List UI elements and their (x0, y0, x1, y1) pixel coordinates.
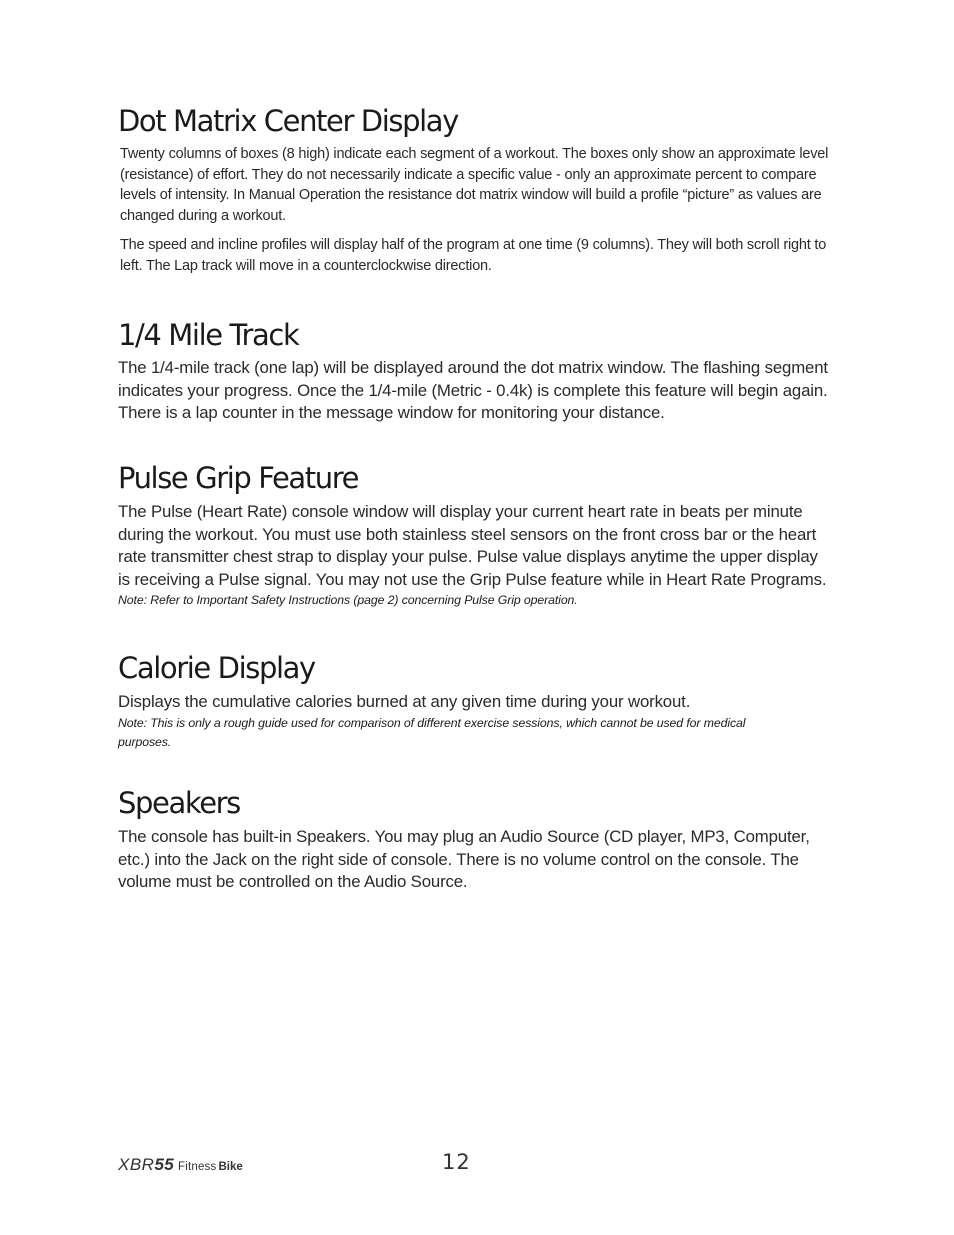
brand-fitness: Fitness (177, 1161, 217, 1173)
product-brand-logo (118, 1155, 243, 1175)
note-pulse-grip: Note: Refer to Important Safety Instructions (page 2) concerning Pulse Grip operation. (118, 593, 578, 608)
section-speakers (118, 786, 834, 894)
note-calorie: Note: This is only a rough guide used for comparison of different exercise sessions, which cannot be used for medical purposes. (118, 715, 746, 749)
section-pulse-grip (118, 461, 834, 610)
paragraph-dot-matrix-2: The speed and incline profiles will display half of the program at one time (9 columns). They will both scroll right to left. The Lap track will move in a counterclockwise direction. (120, 237, 827, 274)
section-quarter-mile-track (118, 318, 834, 425)
section-heading: Dot Matrix Center Display (118, 104, 458, 138)
paragraph-dot-matrix-1: Twenty columns of boxes (8 high) indicate each segment of a workout. The boxes only show an approximate level (resistance) of effort. They do not necessarily indicate a specific value - only an approximate percent to compare levels of intensity. In Manual Operation the resistance dot matrix window will build a profile “picture” as values are changed during a workout. (120, 146, 829, 224)
brand-bike: Bike (218, 1161, 243, 1173)
page-number: 12 (442, 1150, 471, 1174)
paragraph-mile-track: The 1/4-mile track (one lap) will be displayed around the dot matrix window. The flashing segment indicates your progress. Once the 1/4-mile (Metric - 0.4k) is complete this feature will begin again. There is a lap counter in the message window for monitoring your distance. (118, 358, 828, 423)
section-heading: Pulse Grip Feature (118, 461, 359, 495)
section-heading: Speakers (118, 786, 240, 820)
section-heading: 1/4 Mile Track (118, 318, 299, 352)
paragraph-calorie: Displays the cumulative calories burned at any given time during your workout. (118, 692, 691, 711)
paragraph-speakers: The console has built-in Speakers. You may plug an Audio Source (CD player, MP3, Computer, etc.) into the Jack on the right side of console. There is no volume control on the console. The volume must be controlled on the Audio Source. (118, 827, 810, 892)
section-heading: Calorie Display (118, 651, 315, 685)
brand-xbr: XBR (118, 1155, 155, 1174)
section-calorie-display (118, 651, 834, 752)
section-dot-matrix-display (118, 104, 834, 276)
brand-model-number: 55 (154, 1155, 174, 1174)
paragraph-pulse-grip: The Pulse (Heart Rate) console window will display your current heart rate in beats per minute during the workout. You must use both stainless steel sensors on the front cross bar or the heart rate transmitter chest strap to display your pulse. Pulse value displays anytime the upper display is receiving a Pulse signal. You may not use the Grip Pulse feature while in Heart Rate Programs. (118, 502, 827, 589)
